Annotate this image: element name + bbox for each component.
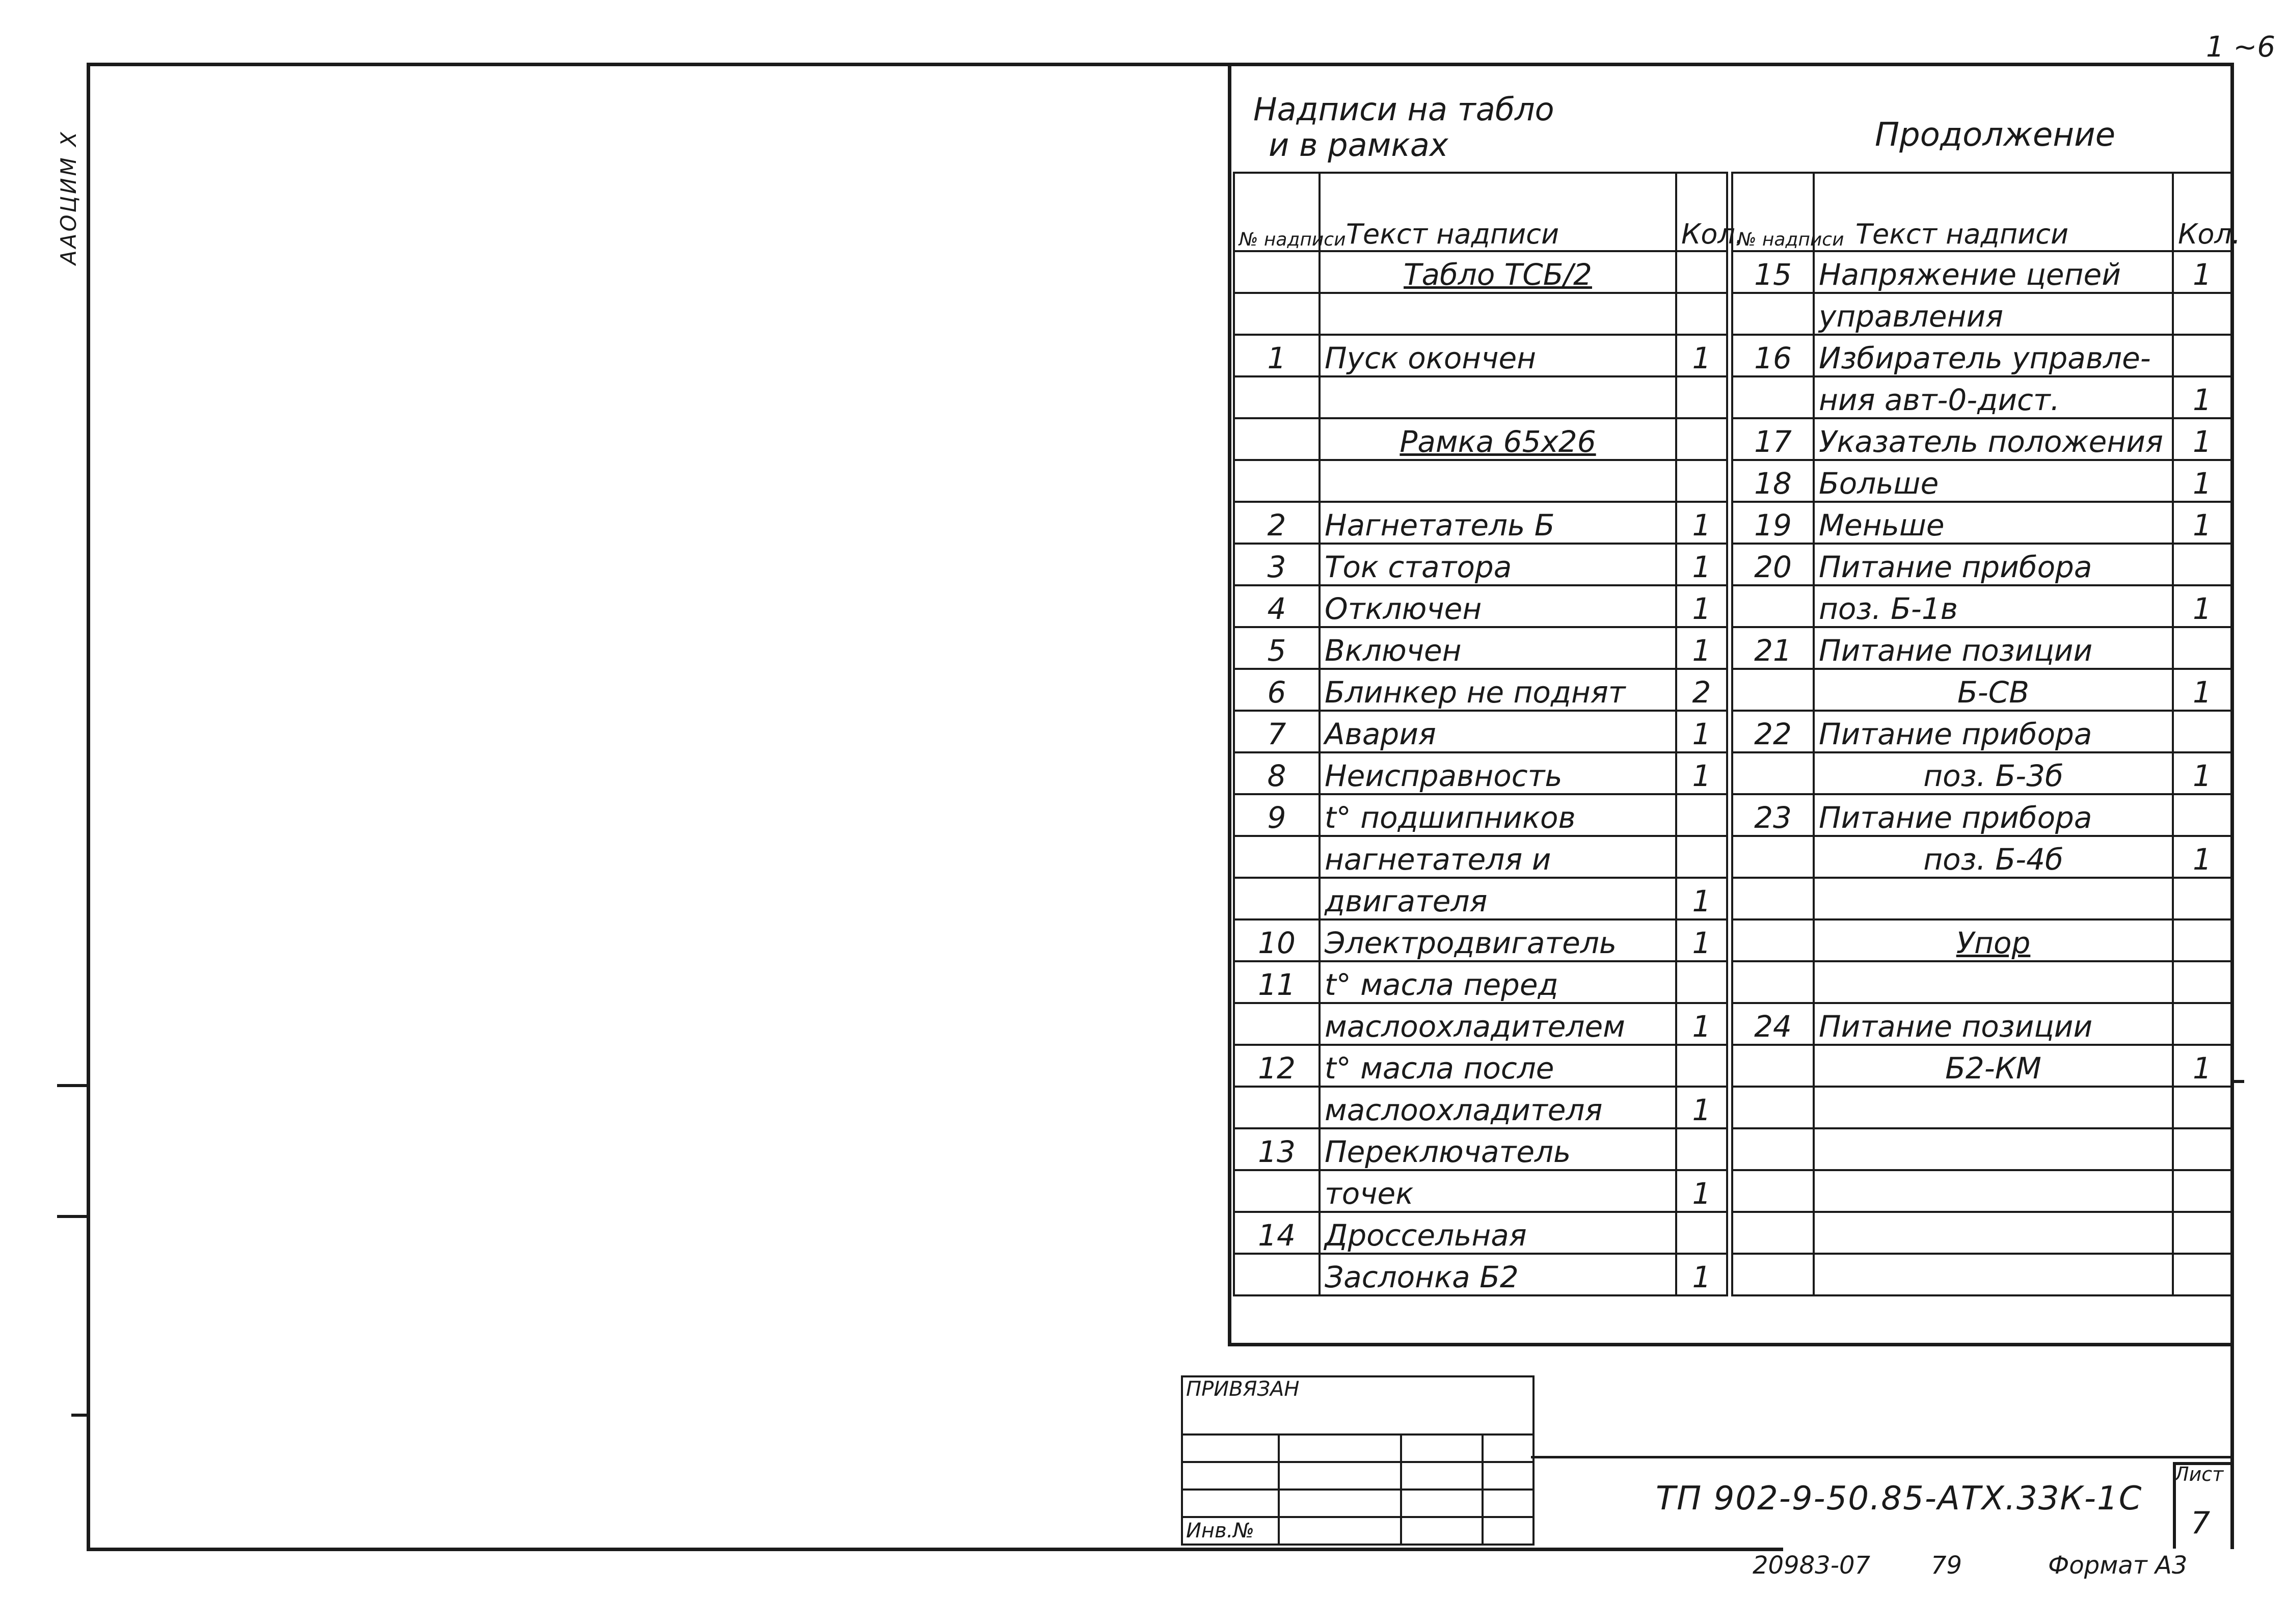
row-text: Авария bbox=[1320, 711, 1676, 752]
row-text: Пуск окончен bbox=[1320, 335, 1676, 376]
table-row bbox=[1732, 627, 2231, 669]
table-row bbox=[1732, 711, 2231, 752]
row-number bbox=[1234, 460, 1320, 502]
row-quantity: 1 bbox=[1676, 627, 1727, 669]
table-row bbox=[1234, 1254, 1727, 1295]
row-text: t° подшипников bbox=[1320, 794, 1676, 836]
frame-bottom-line bbox=[87, 1548, 1783, 1551]
row-quantity: 1 bbox=[2173, 251, 2231, 293]
row-quantity: 1 bbox=[2173, 1045, 2231, 1087]
row-quantity bbox=[2173, 1003, 2231, 1045]
table-row bbox=[1732, 1003, 2231, 1045]
table-row bbox=[1732, 1087, 2231, 1128]
col-header-text: Текст надписи bbox=[1814, 173, 2173, 251]
stamp-row bbox=[1182, 1517, 1533, 1545]
row-quantity bbox=[2173, 293, 2231, 335]
row-number: 16 bbox=[1732, 335, 1814, 376]
row-quantity bbox=[2173, 919, 2231, 961]
row-number bbox=[1732, 752, 1814, 794]
row-text bbox=[1320, 376, 1676, 418]
row-quantity bbox=[1676, 1045, 1727, 1087]
table-row bbox=[1234, 919, 1727, 961]
table-row bbox=[1732, 585, 2231, 627]
row-quantity: 1 bbox=[1676, 1254, 1727, 1295]
row-text bbox=[1814, 1212, 2173, 1254]
row-number bbox=[1732, 919, 1814, 961]
table-row bbox=[1732, 1254, 2231, 1295]
row-text bbox=[1814, 1128, 2173, 1170]
row-quantity: 1 bbox=[2173, 752, 2231, 794]
row-text bbox=[1814, 1254, 2173, 1295]
row-quantity bbox=[1676, 794, 1727, 836]
stamp-bound-label: ПРИВЯЗАН bbox=[1182, 1376, 1533, 1434]
row-text: Питание прибора bbox=[1814, 711, 2173, 752]
table-heading bbox=[1253, 92, 1554, 163]
row-text: Б2-КМ bbox=[1814, 1045, 2173, 1087]
row-number: 17 bbox=[1732, 418, 1814, 460]
row-quantity: 1 bbox=[1676, 752, 1727, 794]
row-text: Отключен bbox=[1320, 585, 1676, 627]
table-row bbox=[1732, 502, 2231, 544]
table-row bbox=[1732, 1170, 2231, 1212]
row-number: 20 bbox=[1732, 544, 1814, 585]
row-quantity: 1 bbox=[1676, 1003, 1727, 1045]
row-quantity: 1 bbox=[2173, 669, 2231, 711]
table-row bbox=[1732, 1045, 2231, 1087]
row-number bbox=[1234, 878, 1320, 919]
row-text: Блинкер не поднят bbox=[1320, 669, 1676, 711]
row-quantity: 1 bbox=[2173, 376, 2231, 418]
table-row bbox=[1234, 376, 1727, 418]
row-quantity bbox=[1676, 251, 1727, 293]
row-quantity: 1 bbox=[2173, 460, 2231, 502]
table-row bbox=[1732, 961, 2231, 1003]
table-row bbox=[1732, 836, 2231, 878]
row-quantity bbox=[2173, 878, 2231, 919]
row-text: Заслонка Б2 bbox=[1320, 1254, 1676, 1295]
table-row bbox=[1234, 1170, 1727, 1212]
row-text: Ток статора bbox=[1320, 544, 1676, 585]
table-row bbox=[1234, 502, 1727, 544]
row-number: 14 bbox=[1234, 1212, 1320, 1254]
row-text: t° масла после bbox=[1320, 1045, 1676, 1087]
row-quantity bbox=[2173, 335, 2231, 376]
table-row bbox=[1732, 1212, 2231, 1254]
row-quantity: 1 bbox=[1676, 919, 1727, 961]
row-text bbox=[1814, 1087, 2173, 1128]
table-row bbox=[1732, 544, 2231, 585]
table-row bbox=[1234, 627, 1727, 669]
row-quantity bbox=[1676, 418, 1727, 460]
row-quantity bbox=[2173, 961, 2231, 1003]
continuation-heading: Продолжение bbox=[1875, 116, 2116, 154]
row-text: Переключатель bbox=[1320, 1128, 1676, 1170]
row-number: 4 bbox=[1234, 585, 1320, 627]
row-number: 12 bbox=[1234, 1045, 1320, 1087]
row-number bbox=[1234, 418, 1320, 460]
row-number bbox=[1732, 1212, 1814, 1254]
row-text: Включен bbox=[1320, 627, 1676, 669]
row-text: Табло ТСБ/2 bbox=[1320, 251, 1676, 293]
row-text: маслоохладителем bbox=[1320, 1003, 1676, 1045]
row-quantity bbox=[1676, 293, 1727, 335]
row-quantity bbox=[2173, 1128, 2231, 1170]
row-text: Меньше bbox=[1814, 502, 2173, 544]
table-row bbox=[1234, 1003, 1727, 1045]
row-quantity bbox=[1676, 1128, 1727, 1170]
row-quantity bbox=[2173, 1087, 2231, 1128]
row-number: 1 bbox=[1234, 335, 1320, 376]
row-quantity: 1 bbox=[2173, 585, 2231, 627]
row-number bbox=[1732, 669, 1814, 711]
row-number bbox=[1732, 961, 1814, 1003]
sheet-number: 7 bbox=[2191, 1505, 2211, 1541]
table-row bbox=[1234, 836, 1727, 878]
table-header-row bbox=[1234, 173, 1727, 251]
row-quantity bbox=[2173, 711, 2231, 752]
row-text: точек bbox=[1320, 1170, 1676, 1212]
table-row bbox=[1234, 585, 1727, 627]
table-row bbox=[1234, 878, 1727, 919]
table-row bbox=[1732, 460, 2231, 502]
row-quantity: 1 bbox=[1676, 711, 1727, 752]
row-number bbox=[1234, 1170, 1320, 1212]
row-quantity: 1 bbox=[1676, 878, 1727, 919]
row-quantity bbox=[2173, 1212, 2231, 1254]
row-number: 7 bbox=[1234, 711, 1320, 752]
row-text: Указатель положения bbox=[1814, 418, 2173, 460]
table-row bbox=[1234, 752, 1727, 794]
row-text: нагнетателя и bbox=[1320, 836, 1676, 878]
stamp-row bbox=[1182, 1434, 1533, 1462]
row-text: Упор bbox=[1814, 919, 2173, 961]
row-number: 19 bbox=[1732, 502, 1814, 544]
row-text: Нагнетатель Б bbox=[1320, 502, 1676, 544]
row-quantity bbox=[1676, 460, 1727, 502]
col-header-number: № надписи bbox=[1732, 173, 1814, 251]
row-number: 9 bbox=[1234, 794, 1320, 836]
margin-tick bbox=[57, 1084, 88, 1087]
table-row bbox=[1732, 376, 2231, 418]
stamp-row bbox=[1182, 1462, 1533, 1490]
row-quantity bbox=[2173, 794, 2231, 836]
row-number bbox=[1234, 251, 1320, 293]
row-number bbox=[1732, 1045, 1814, 1087]
row-text: Рамка 65х26 bbox=[1320, 418, 1676, 460]
row-quantity: 1 bbox=[1676, 335, 1727, 376]
row-number bbox=[1234, 293, 1320, 335]
row-quantity bbox=[1676, 376, 1727, 418]
row-text: Питание прибора bbox=[1814, 794, 2173, 836]
row-quantity bbox=[2173, 1254, 2231, 1295]
row-quantity: 1 bbox=[2173, 418, 2231, 460]
inscriptions-table-left bbox=[1233, 172, 1744, 1296]
stamp-inv-label: Инв.№ bbox=[1182, 1517, 1279, 1545]
table-header-row bbox=[1732, 173, 2231, 251]
col-header-text: Текст надписи bbox=[1320, 173, 1676, 251]
table-row bbox=[1732, 418, 2231, 460]
table-row bbox=[1732, 251, 2231, 293]
row-number bbox=[1732, 836, 1814, 878]
row-number: 18 bbox=[1732, 460, 1814, 502]
row-text bbox=[1814, 961, 2173, 1003]
row-quantity: 1 bbox=[1676, 1087, 1727, 1128]
row-number: 21 bbox=[1732, 627, 1814, 669]
row-number bbox=[1732, 293, 1814, 335]
table-row bbox=[1234, 251, 1727, 293]
table-row bbox=[1234, 794, 1727, 836]
doc-number: 20983-07 bbox=[1753, 1551, 1871, 1580]
row-number: 23 bbox=[1732, 794, 1814, 836]
table-row bbox=[1732, 335, 2231, 376]
table-row bbox=[1234, 418, 1727, 460]
row-number bbox=[1732, 376, 1814, 418]
row-number bbox=[1234, 376, 1320, 418]
heading-line-2: и в рамках bbox=[1269, 126, 1448, 164]
row-number: 6 bbox=[1234, 669, 1320, 711]
row-text: Больше bbox=[1814, 460, 2173, 502]
row-text: управления bbox=[1814, 293, 2173, 335]
row-number: 5 bbox=[1234, 627, 1320, 669]
row-number: 8 bbox=[1234, 752, 1320, 794]
row-number: 22 bbox=[1732, 711, 1814, 752]
row-text: Избиратель управле- bbox=[1814, 335, 2173, 376]
table-row bbox=[1234, 335, 1727, 376]
row-number bbox=[1732, 1254, 1814, 1295]
col-header-qty: Кол. bbox=[2173, 173, 2231, 251]
table-row bbox=[1234, 544, 1727, 585]
row-quantity bbox=[2173, 1170, 2231, 1212]
row-quantity: 1 bbox=[1676, 585, 1727, 627]
row-quantity bbox=[1676, 1212, 1727, 1254]
row-text bbox=[1320, 293, 1676, 335]
row-text bbox=[1814, 1170, 2173, 1212]
row-quantity bbox=[2173, 544, 2231, 585]
row-text: маслоохладителя bbox=[1320, 1087, 1676, 1128]
document-code: ТП 902-9-50.85-АТХ.33К-1С bbox=[1656, 1480, 2143, 1518]
row-number bbox=[1234, 1087, 1320, 1128]
row-text bbox=[1320, 460, 1676, 502]
sheet-label: Лист bbox=[2174, 1463, 2224, 1485]
row-text: Питание прибора bbox=[1814, 544, 2173, 585]
table-row bbox=[1234, 1045, 1727, 1087]
col-header-qty: Кол. bbox=[1676, 173, 1727, 251]
row-text: Напряжение цепей bbox=[1814, 251, 2173, 293]
inscriptions-table-right bbox=[1731, 172, 2241, 1296]
row-text: Неисправность bbox=[1320, 752, 1676, 794]
row-quantity bbox=[1676, 961, 1727, 1003]
corner-mark: 1 ~6 bbox=[2206, 31, 2275, 64]
table-row bbox=[1234, 293, 1727, 335]
col-header-number: № надписи bbox=[1234, 173, 1320, 251]
row-number bbox=[1234, 1003, 1320, 1045]
table-row bbox=[1732, 919, 2231, 961]
row-number: 13 bbox=[1234, 1128, 1320, 1170]
row-number: 15 bbox=[1732, 251, 1814, 293]
table-row bbox=[1732, 752, 2231, 794]
row-quantity: 1 bbox=[1676, 502, 1727, 544]
row-text: t° масла перед bbox=[1320, 961, 1676, 1003]
row-number bbox=[1234, 836, 1320, 878]
row-text: поз. Б-3б bbox=[1814, 752, 2173, 794]
table-row bbox=[1234, 669, 1727, 711]
table-row bbox=[1234, 1087, 1727, 1128]
row-quantity: 1 bbox=[2173, 502, 2231, 544]
row-number bbox=[1732, 585, 1814, 627]
row-number bbox=[1234, 1254, 1320, 1295]
row-number: 24 bbox=[1732, 1003, 1814, 1045]
row-number bbox=[1732, 878, 1814, 919]
margin-tick bbox=[71, 1414, 87, 1417]
row-text: двигателя bbox=[1320, 878, 1676, 919]
row-text: Электродвигатель bbox=[1320, 919, 1676, 961]
margin-tick bbox=[57, 1215, 88, 1218]
row-text: Питание позиции bbox=[1814, 1003, 2173, 1045]
row-number: 3 bbox=[1234, 544, 1320, 585]
title-block-line bbox=[1531, 1456, 2234, 1458]
row-number: 2 bbox=[1234, 502, 1320, 544]
row-quantity: 1 bbox=[1676, 544, 1727, 585]
side-label: ААОЦИМ Х bbox=[56, 130, 81, 265]
row-text bbox=[1814, 878, 2173, 919]
row-number bbox=[1732, 1128, 1814, 1170]
row-number bbox=[1732, 1087, 1814, 1128]
row-quantity: 1 bbox=[2173, 836, 2231, 878]
row-quantity bbox=[2173, 627, 2231, 669]
table-row bbox=[1732, 878, 2231, 919]
row-number: 11 bbox=[1234, 961, 1320, 1003]
table-row bbox=[1234, 961, 1727, 1003]
table-row bbox=[1234, 1128, 1727, 1170]
row-number bbox=[1732, 1170, 1814, 1212]
table-row bbox=[1732, 669, 2231, 711]
margin-tick bbox=[2234, 1080, 2244, 1083]
format-label: Формат А3 bbox=[2048, 1551, 2188, 1580]
table-row bbox=[1234, 1212, 1727, 1254]
row-text: Дроссельная bbox=[1320, 1212, 1676, 1254]
row-text: Питание позиции bbox=[1814, 627, 2173, 669]
binding-stamp bbox=[1181, 1375, 1535, 1546]
row-text: поз. Б-1в bbox=[1814, 585, 2173, 627]
row-quantity: 1 bbox=[1676, 1170, 1727, 1212]
row-number: 10 bbox=[1234, 919, 1320, 961]
stamp-row bbox=[1182, 1490, 1533, 1517]
row-text: ния авт-0-дист. bbox=[1814, 376, 2173, 418]
page-number: 79 bbox=[1931, 1551, 1962, 1580]
heading-line-1: Надписи на табло bbox=[1253, 91, 1554, 128]
row-text: Б-СВ bbox=[1814, 669, 2173, 711]
table-row bbox=[1234, 711, 1727, 752]
table-row bbox=[1732, 293, 2231, 335]
table-row bbox=[1234, 460, 1727, 502]
table-row bbox=[1732, 1128, 2231, 1170]
table-row bbox=[1732, 794, 2231, 836]
row-quantity bbox=[1676, 836, 1727, 878]
row-quantity: 2 bbox=[1676, 669, 1727, 711]
row-text: поз. Б-4б bbox=[1814, 836, 2173, 878]
